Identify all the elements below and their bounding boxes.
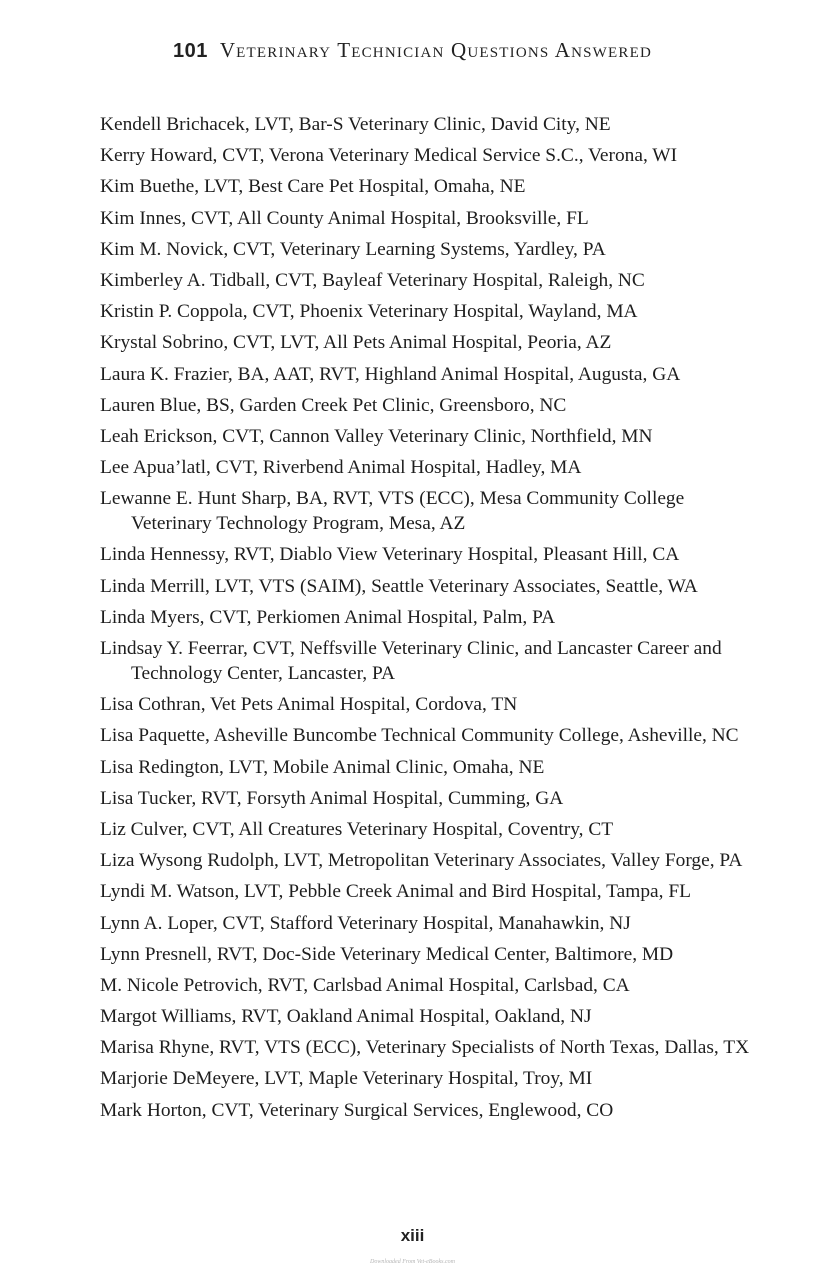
running-head (0, 38, 825, 63)
list-item: Mark Horton, CVT, Veterinary Surgical Services, Englewood, CO (100, 1099, 614, 1121)
list-item: Kristin P. Coppola, CVT, Phoenix Veterinary Hospital, Wayland, MA (100, 301, 638, 323)
list-item: Lee Apua’latl, CVT, Riverbend Animal Hospital, Hadley, MA (100, 457, 582, 479)
book-number: 101 (172, 40, 208, 62)
list-item: Lynn Presnell, RVT, Doc-Side Veterinary Medical Center, Baltimore, MD (100, 943, 674, 965)
list-item: Laura K. Frazier, BA, AAT, RVT, Highland Animal Hospital, Augusta, GA (100, 363, 681, 385)
list-item: Lisa Cothran, Vet Pets Animal Hospital, Cordova, TN (100, 694, 518, 716)
list-item: Lyndi M. Watson, LVT, Pebble Creek Animal and Bird Hospital, Tampa, FL (100, 881, 691, 903)
list-item: Linda Merrill, LVT, VTS (SAIM), Seattle Veterinary Associates, Seattle, WA (100, 575, 698, 597)
list-item: Linda Myers, CVT, Perkiomen Animal Hospital, Palm, PA (100, 606, 556, 628)
list-item: Kim Buethe, LVT, Best Care Pet Hospital, Omaha, NE (100, 176, 526, 198)
list-item: Linda Hennessy, RVT, Diablo View Veterinary Hospital, Pleasant Hill, CA (100, 544, 680, 566)
list-item: Kim M. Novick, CVT, Veterinary Learning Systems, Yardley, PA (100, 238, 606, 260)
watermark: Downloaded From Vet-eBooks.com (370, 1259, 455, 1265)
list-item: Lisa Redington, LVT, Mobile Animal Clinic, Omaha, NE (100, 756, 545, 778)
book-title: Veterinary Technician Questions Answered (219, 38, 653, 62)
list-item: Liza Wysong Rudolph, LVT, Metropolitan Veterinary Associates, Valley Forge, PA (100, 850, 743, 872)
contributor-list (100, 112, 755, 1129)
list-item: Lisa Tucker, RVT, Forsyth Animal Hospital, Cumming, GA (100, 787, 564, 809)
list-item: Lewanne E. Hunt Sharp, BA, RVT, VTS (ECC), Mesa Community College Veterinary Technology Program, Mesa, AZ (100, 488, 685, 535)
list-item: Margot Williams, RVT, Oakland Animal Hospital, Oakland, NJ (100, 1006, 592, 1028)
list-item: Lisa Paquette, Asheville Buncombe Technical Community College, Asheville, NC (100, 725, 739, 747)
list-item: Kimberley A. Tidball, CVT, Bayleaf Veterinary Hospital, Raleigh, NC (100, 269, 645, 291)
list-item: Lynn A. Loper, CVT, Stafford Veterinary Hospital, Manahawkin, NJ (100, 912, 631, 934)
list-item: Leah Erickson, CVT, Cannon Valley Veterinary Clinic, Northfield, MN (100, 425, 653, 447)
list-item: M. Nicole Petrovich, RVT, Carlsbad Animal Hospital, Carlsbad, CA (100, 974, 630, 996)
page-number: xiii (400, 1226, 425, 1245)
list-item: Lauren Blue, BS, Garden Creek Pet Clinic, Greensboro, NC (100, 394, 567, 416)
list-item: Kendell Brichacek, LVT, Bar-S Veterinary Clinic, David City, NE (100, 114, 611, 135)
list-item: Krystal Sobrino, CVT, LVT, All Pets Animal Hospital, Peoria, AZ (100, 332, 612, 354)
list-item: Liz Culver, CVT, All Creatures Veterinary Hospital, Coventry, CT (100, 818, 614, 840)
list-item: Kerry Howard, CVT, Verona Veterinary Medical Service S.C., Verona, WI (100, 145, 678, 167)
list-item: Marjorie DeMeyere, LVT, Maple Veterinary Hospital, Troy, MI (100, 1068, 593, 1090)
list-item: Marisa Rhyne, RVT, VTS (ECC), Veterinary Specialists of North Texas, Dallas, TX (100, 1037, 750, 1059)
list-item: Kim Innes, CVT, All County Animal Hospital, Brooksville, FL (100, 207, 589, 229)
list-item: Lindsay Y. Feerrar, CVT, Neffsville Veterinary Clinic, and Lancaster Career and Technology Center, Lancaster, PA (100, 638, 722, 684)
